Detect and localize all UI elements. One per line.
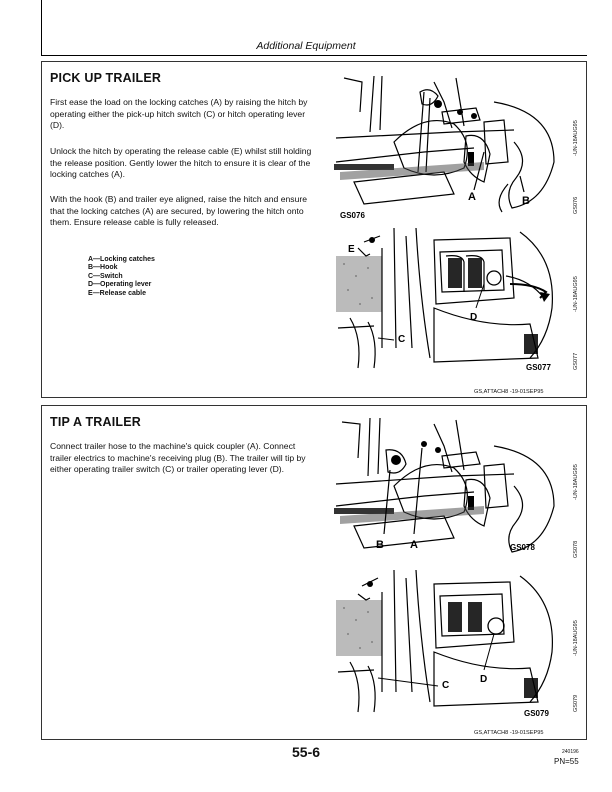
figure-label: B	[522, 195, 530, 207]
figure-code: GS079	[524, 709, 549, 716]
figure-side-id: GS079	[573, 694, 579, 712]
figure-side-code: -UN-18AUG95	[573, 464, 579, 500]
figure-label: E	[348, 244, 355, 255]
page-number: 55-6	[292, 744, 321, 760]
figure-code: GS078	[510, 543, 535, 552]
figure-side-id: GS077	[573, 352, 579, 370]
figure-side-code: -UN-18AUG95	[573, 620, 579, 656]
figure-label: A	[468, 191, 476, 203]
figure-label: B	[376, 539, 384, 551]
figure-label: D	[470, 312, 478, 323]
figure-label: C	[442, 680, 450, 691]
legend-item: B—Hook	[88, 264, 118, 272]
legend-item: E—Release cable	[88, 289, 146, 297]
figure-trailer-switch-lever	[334, 570, 568, 716]
figure-code: GS077	[526, 363, 551, 372]
figure-side-id: GS078	[573, 540, 579, 558]
section-tip-a-trailer	[41, 405, 587, 740]
figure-side-code: -UN-18AUG95	[573, 276, 579, 312]
section-pick-up-trailer	[41, 61, 587, 398]
figure-release-cable-lever	[334, 228, 568, 374]
paragraph: Unlock the hitch by operating the release cable (E) whilst still holding the release position. Gently lower the hitch to ensure it is clear of the locking catches (A).	[50, 146, 312, 180]
figure-label: A	[410, 539, 418, 551]
footer-date: 240196	[562, 749, 579, 755]
paragraph: Connect trailer hose to the machine's quick coupler (A). Connect trailer electrics to machine's receiving plug (B). The trailer will tip by either operating trailer switch (C) or trailer operating lever (D).	[50, 441, 306, 475]
section-reference: GS,ATTACH8 -19-01SEP95	[474, 730, 544, 736]
page-pn: PN=55	[554, 757, 579, 766]
legend-item: C—Switch	[88, 272, 123, 280]
figure-side-code: -UN-18AUG95	[573, 120, 579, 156]
figure-label: C	[398, 334, 406, 345]
paragraph: With the hook (B) and trailer eye aligned, raise the hitch and ensure that the locking catches (A) are secured, by lowering the hitch onto them. Ensure release cable is fully released.	[50, 194, 308, 228]
figure-label: D	[480, 674, 488, 685]
figure-code: GS076	[340, 211, 365, 220]
figure-quick-coupler	[334, 414, 568, 566]
legend-item: A—Locking catches	[88, 256, 155, 263]
section-title: TIP A TRAILER	[50, 415, 142, 429]
legend-item: D—Operating lever	[88, 281, 152, 289]
section-reference: GS,ATTACH8 -19-01SEP95	[474, 389, 544, 395]
figure-side-id: GS076	[573, 196, 579, 214]
figure-hitch-catches	[334, 72, 568, 224]
legend	[88, 256, 155, 298]
header-title: Additional Equipment	[256, 40, 356, 52]
paragraph: First ease the load on the locking catches (A) by raising the hitch by operating either the pick-up hitch switch (C) or hitch operating lever (D).	[50, 97, 308, 131]
section-title: PICK UP TRAILER	[50, 71, 162, 85]
header-rule	[41, 55, 587, 56]
